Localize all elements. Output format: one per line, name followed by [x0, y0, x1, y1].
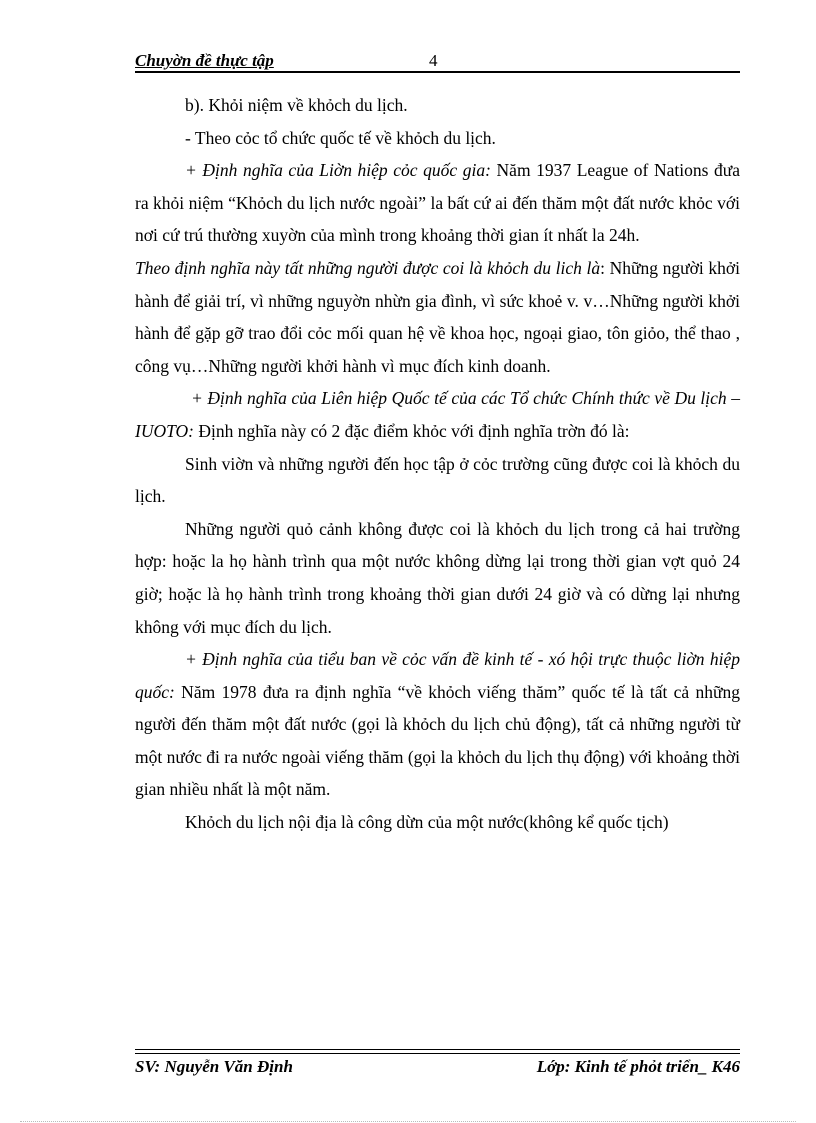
paragraph-definition-scope: [135, 252, 740, 382]
class-name: Lớp: Kinh tế phỏt triển_ K46: [536, 1057, 740, 1076]
definition-label: + Định nghĩa của Liên hiệp Quốc tế của các Tổ chức Chính thức về Du lịch – IUOTO:: [135, 388, 740, 441]
page-header: [135, 49, 740, 71]
page-number: 4: [429, 51, 438, 70]
paragraph-intro: - Theo cỏc tổ chức quốc tế về khỏch du lịch.: [185, 127, 496, 148]
footer-divider: [135, 1049, 740, 1050]
paragraph-un-subcommittee: [135, 643, 740, 806]
paragraph-students: Sinh viờn và những người đến học tập ở cỏc trường cũng được coi là khỏch du lịch.: [135, 453, 740, 507]
paragraph-iuoto: [135, 382, 740, 447]
paragraph-league-of-nations: [135, 154, 740, 252]
definition-text: : Những người khởi hành để giải trí, vì những nguyờn nhừn gia đình, vì sức khoẻ v. v…Những người khởi hành để gặp gỡ trao đổi cỏc mối quan hệ về khoa học, ngoại giao, tôn giỏo, thể thao , công vụ…Những người khởi hành vì mục đích kinh doanh.: [135, 257, 740, 376]
document-body: [135, 89, 740, 839]
paragraph-transit: Những người quỏ cảnh không được coi là khỏch du lịch trong cả hai trường hợp: hoặc la họ hành trình qua một nước không dừng lại trong thời gian vợt quỏ 24 giờ; hoặc là họ hành trình trong khoảng thời gian dưới 24 giờ và có dừng lại nhưng không với mục đích du lịch.: [135, 518, 740, 637]
definition-label: Theo định nghĩa này tất những người được coi là khỏch du lich là: [135, 257, 601, 278]
header-divider: [135, 71, 740, 73]
section-heading: b). Khỏi niệm về khỏch du lịch.: [185, 95, 408, 115]
definition-label: + Định nghĩa của Liờn hiệp cỏc quốc gia:: [185, 160, 491, 181]
paragraph-domestic: Khỏch du lịch nội địa là công dừn của một nước(không kể quốc tịch): [185, 812, 669, 833]
definition-text: Năm 1978 đưa ra định nghĩa “về khỏch viếng thăm” quốc tế là tất cả những người đến thăm một đất nước (gọi là khỏch du lịch chủ động), tất cả những người từ một nước đi ra nước ngoài viếng thăm (gọi la khỏch du lịch thụ động) với khoảng thời gian nhiều nhất là một năm.: [135, 681, 740, 800]
student-name: SV: Nguyễn Văn Định: [135, 1057, 293, 1076]
page-footer: [135, 1057, 740, 1079]
definition-text: Năm 1937 League of Nations đưa ra khỏi niệm “Khỏch du lịch nước ngoài” la bất cứ ai đến thăm một đất nước khỏc với nơi cứ trú thường xuyờn của mình trong khoảng thời gian ít nhất la 24h.: [135, 160, 741, 246]
page-bottom-border: [20, 1121, 796, 1122]
footer-divider: [135, 1053, 740, 1054]
definition-label: + Định nghĩa của tiểu ban về cỏc vấn đề kinh tế - xó hội trực thuộc liờn hiệp quốc:: [135, 649, 740, 702]
definition-text: Định nghĩa này có 2 đặc điểm khỏc với định nghĩa trờn đó là:: [194, 420, 630, 441]
document-title: Chuyờn đề thực tập: [135, 51, 274, 70]
